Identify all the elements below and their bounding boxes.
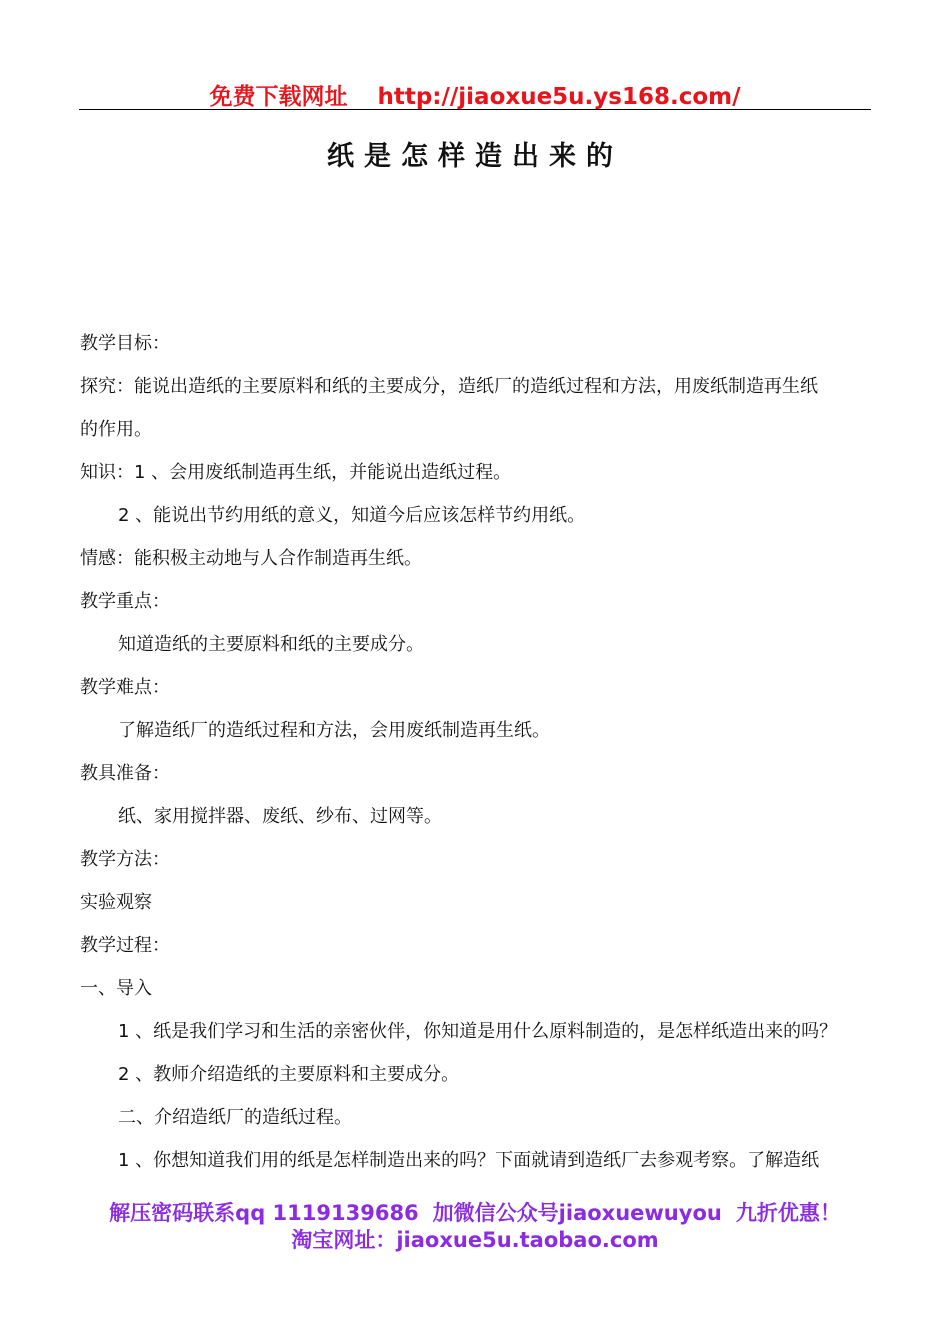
- s1-item-2-number: 2: [118, 1064, 130, 1085]
- method-heading: 教学方法：: [80, 849, 170, 870]
- knowledge-goal-1: [80, 451, 880, 494]
- key-points-text: 知道造纸的主要原料和纸的主要成分。: [118, 634, 424, 655]
- header-download-banner: [0, 78, 950, 111]
- knowledge-2-text: 、能说出节约用纸的意义，知道今后应该怎样节约用纸。: [129, 505, 586, 526]
- s2-item-1-number: 1: [118, 1150, 130, 1171]
- process-heading: 教学过程：: [80, 935, 170, 956]
- section-1-heading: 一、导入: [80, 978, 152, 999]
- explore-goal-line-2: 的作用。: [80, 419, 152, 440]
- page-title: 纸是怎样造出来的: [327, 141, 623, 172]
- section-1-item-1: [80, 1010, 880, 1053]
- knowledge-1-text: 、会用废纸制造再生纸，并能说出造纸过程。: [145, 462, 512, 483]
- section-2-heading: 二、介绍造纸厂的造纸过程。: [118, 1107, 352, 1128]
- section-2-item-1: [80, 1139, 880, 1182]
- footer-wechat-label: 加微信公众号: [432, 1201, 559, 1225]
- tools-text: 纸、家用搅拌器、废纸、纱布、过网等。: [118, 806, 442, 827]
- footer-promo-line-2: [0, 1224, 950, 1254]
- footer-qq: qq 1119139686: [235, 1201, 419, 1225]
- knowledge-2-number: 2: [118, 505, 130, 526]
- knowledge-goal-2: [80, 494, 880, 537]
- knowledge-1-number: 1: [134, 462, 146, 483]
- footer-wechat-id: jiaoxuewuyou: [558, 1201, 722, 1225]
- footer-taobao-label: 淘宝网址：: [291, 1228, 397, 1252]
- footer-password-label: 解压密码联系: [109, 1201, 236, 1225]
- method-text: 实验观察: [80, 892, 152, 913]
- s1-item-2-text: 、教师介绍造纸的主要原料和主要成分。: [129, 1064, 460, 1085]
- explore-goal-line-1: 探究：能说出造纸的主要原料和纸的主要成分，造纸厂的造纸过程和方法，用废纸制造再生纸: [80, 376, 818, 397]
- footer-discount: 九折优惠！: [735, 1201, 841, 1225]
- emotion-goal: 情感：能积极主动地与人合作制造再生纸。: [80, 548, 422, 569]
- header-label: 免费下载网址: [209, 84, 348, 110]
- s1-item-1-text: 、纸是我们学习和生活的亲密伙伴，你知道是用什么原料制造的，是怎样纸造出来的吗？: [129, 1021, 838, 1042]
- header-divider: [79, 109, 871, 110]
- goals-heading: 教学目标：: [80, 333, 170, 354]
- tools-heading: 教具准备：: [80, 763, 170, 784]
- knowledge-prefix: 知识：: [80, 462, 134, 483]
- footer-promo-line-1: [0, 1197, 950, 1227]
- header-url-link[interactable]: http://jiaoxue5u.ys168.com/: [377, 84, 741, 110]
- key-points-heading: 教学重点：: [80, 591, 170, 612]
- difficulties-heading: 教学难点：: [80, 677, 170, 698]
- section-1-item-2: [80, 1053, 880, 1096]
- s1-item-1-number: 1: [118, 1021, 130, 1042]
- difficulties-text: 了解造纸厂的造纸过程和方法，会用废纸制造再生纸。: [118, 720, 550, 741]
- footer-taobao-link[interactable]: jiaoxue5u.taobao.com: [396, 1228, 659, 1252]
- s2-item-1-text: 、你想知道我们用的纸是怎样制造出来的吗？下面就请到造纸厂去参观考察。了解造纸: [129, 1150, 820, 1171]
- lesson-plan-body: [80, 322, 880, 1182]
